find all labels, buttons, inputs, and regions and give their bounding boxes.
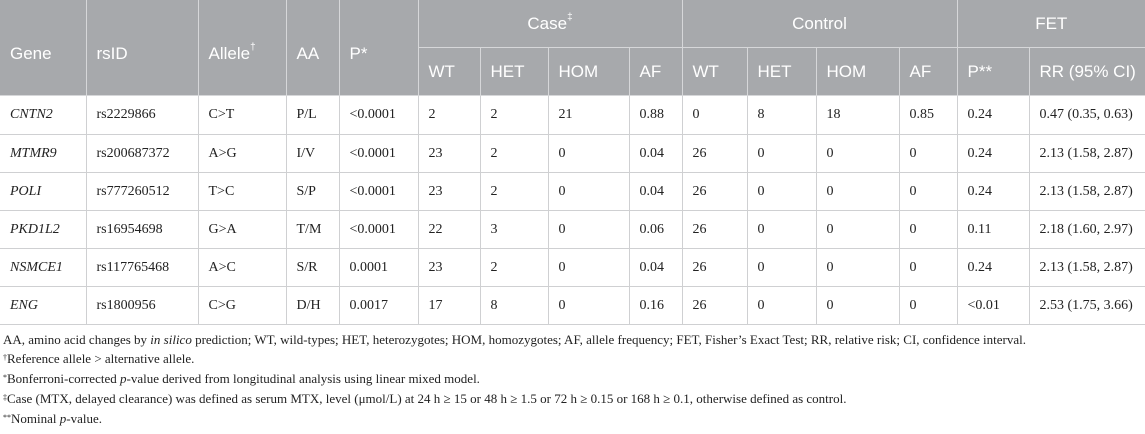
header-control-het: HET bbox=[747, 48, 816, 96]
cell-allele: A>G bbox=[198, 135, 286, 173]
cell-control-af: 0.85 bbox=[899, 96, 957, 135]
footnote-double-star-text-1: Nominal bbox=[11, 411, 60, 426]
cell-control-af: 0 bbox=[899, 135, 957, 173]
cell-control-hom: 18 bbox=[816, 96, 899, 135]
cell-rr: 2.13 (1.58, 2.87) bbox=[1029, 249, 1145, 287]
cell-control-het: 0 bbox=[747, 173, 816, 211]
cell-p: <0.0001 bbox=[339, 96, 418, 135]
footnote-ddagger-mark: ‡ bbox=[3, 393, 7, 402]
header-case-hom: HOM bbox=[548, 48, 629, 96]
cell-rsid: rs117765468 bbox=[86, 249, 198, 287]
cell-case-hom: 0 bbox=[548, 249, 629, 287]
cell-case-af: 0.04 bbox=[629, 249, 682, 287]
cell-control-af: 0 bbox=[899, 173, 957, 211]
cell-rsid: rs16954698 bbox=[86, 211, 198, 249]
cell-gene: NSMCE1 bbox=[0, 249, 86, 287]
cell-control-wt: 26 bbox=[682, 135, 747, 173]
footnote-star-mark: * bbox=[3, 373, 7, 382]
cell-control-het: 0 bbox=[747, 211, 816, 249]
cell-fet-p: <0.01 bbox=[957, 287, 1029, 325]
cell-control-wt: 26 bbox=[682, 249, 747, 287]
cell-p: 0.0017 bbox=[339, 287, 418, 325]
cell-aa: T/M bbox=[286, 211, 339, 249]
cell-control-af: 0 bbox=[899, 287, 957, 325]
cell-case-het: 2 bbox=[480, 249, 548, 287]
dagger-footnote-mark: † bbox=[250, 41, 256, 53]
cell-control-hom: 0 bbox=[816, 287, 899, 325]
footnote-double-star-mark: ** bbox=[3, 413, 11, 422]
cell-control-het: 8 bbox=[747, 96, 816, 135]
cell-control-af: 0 bbox=[899, 211, 957, 249]
footnote-dagger-mark: † bbox=[3, 353, 7, 362]
header-case-label: Case bbox=[527, 13, 568, 33]
footnote-star-text-1: Bonferroni-corrected bbox=[7, 371, 120, 386]
footnote-abbrev-italic: in silico bbox=[150, 332, 192, 347]
cell-case-hom: 21 bbox=[548, 96, 629, 135]
table-row bbox=[0, 135, 1145, 173]
cell-case-wt: 23 bbox=[418, 173, 480, 211]
table-row bbox=[0, 173, 1145, 211]
cell-control-hom: 0 bbox=[816, 249, 899, 287]
footnote-abbrev-text-2: prediction; WT, wild-types; HET, heterozygotes; HOM, homozygotes; AF, allele frequency; FET, Fisher’s Exact Test; RR, relative risk; CI, confidence interval. bbox=[191, 332, 1027, 347]
cell-rr: 2.18 (1.60, 2.97) bbox=[1029, 211, 1145, 249]
cell-case-wt: 2 bbox=[418, 96, 480, 135]
cell-p: <0.0001 bbox=[339, 173, 418, 211]
cell-case-wt: 17 bbox=[418, 287, 480, 325]
header-control-hom: HOM bbox=[816, 48, 899, 96]
header-allele-label: Allele bbox=[208, 43, 251, 63]
cell-gene: MTMR9 bbox=[0, 135, 86, 173]
cell-aa: P/L bbox=[286, 96, 339, 135]
header-control-af: AF bbox=[899, 48, 957, 96]
cell-case-hom: 0 bbox=[548, 135, 629, 173]
footnote-double-star bbox=[3, 409, 1145, 429]
cell-gene: PKD1L2 bbox=[0, 211, 86, 249]
footnote-abbreviations bbox=[3, 330, 1145, 349]
cell-rr: 2.53 (1.75, 3.66) bbox=[1029, 287, 1145, 325]
header-allele bbox=[198, 0, 286, 96]
header-control-group: Control bbox=[682, 0, 957, 48]
cell-allele: G>A bbox=[198, 211, 286, 249]
cell-rsid: rs200687372 bbox=[86, 135, 198, 173]
footnote-star-italic: p bbox=[119, 371, 127, 386]
cell-gene: POLI bbox=[0, 173, 86, 211]
cell-p: <0.0001 bbox=[339, 135, 418, 173]
cell-rr: 0.47 (0.35, 0.63) bbox=[1029, 96, 1145, 135]
cell-control-het: 0 bbox=[747, 287, 816, 325]
cell-allele: C>T bbox=[198, 96, 286, 135]
header-fet-p: P** bbox=[957, 48, 1029, 96]
cell-case-het: 2 bbox=[480, 173, 548, 211]
cell-rsid: rs777260512 bbox=[86, 173, 198, 211]
header-gene: Gene bbox=[0, 0, 86, 96]
table-row bbox=[0, 249, 1145, 287]
table-row bbox=[0, 211, 1145, 249]
cell-fet-p: 0.24 bbox=[957, 173, 1029, 211]
cell-case-het: 8 bbox=[480, 287, 548, 325]
footnote-star bbox=[3, 369, 1145, 389]
footnote-dagger-text: Reference allele > alternative allele. bbox=[7, 351, 195, 366]
header-case-group bbox=[418, 0, 682, 48]
cell-fet-p: 0.24 bbox=[957, 135, 1029, 173]
cell-case-het: 2 bbox=[480, 135, 548, 173]
cell-case-af: 0.04 bbox=[629, 135, 682, 173]
cell-case-hom: 0 bbox=[548, 211, 629, 249]
table-row bbox=[0, 96, 1145, 135]
cell-case-af: 0.06 bbox=[629, 211, 682, 249]
cell-allele: C>G bbox=[198, 287, 286, 325]
cell-rr: 2.13 (1.58, 2.87) bbox=[1029, 173, 1145, 211]
table-header bbox=[0, 0, 1145, 96]
cell-rr: 2.13 (1.58, 2.87) bbox=[1029, 135, 1145, 173]
cell-aa: I/V bbox=[286, 135, 339, 173]
cell-case-het: 3 bbox=[480, 211, 548, 249]
header-fet-group: FET bbox=[957, 0, 1145, 48]
cell-control-het: 0 bbox=[747, 135, 816, 173]
cell-fet-p: 0.11 bbox=[957, 211, 1029, 249]
cell-aa: S/P bbox=[286, 173, 339, 211]
header-case-het: HET bbox=[480, 48, 548, 96]
table-row bbox=[0, 287, 1145, 325]
cell-gene: ENG bbox=[0, 287, 86, 325]
footnote-ddagger-text: Case (MTX, delayed clearance) was defined as serum MTX, level (μmol/L) at 24 h ≥ 15 or 48 h ≥ 1.5 or 72 h ≥ 0.15 or 168 h ≥ 0.1, otherwise defined as control. bbox=[7, 391, 847, 406]
footnote-double-star-text-2: -value. bbox=[66, 411, 102, 426]
cell-fet-p: 0.24 bbox=[957, 249, 1029, 287]
cell-case-af: 0.04 bbox=[629, 173, 682, 211]
footnote-star-text-2: -value derived from longitudinal analysis using linear mixed model. bbox=[126, 371, 480, 386]
cell-case-wt: 23 bbox=[418, 249, 480, 287]
cell-rsid: rs1800956 bbox=[86, 287, 198, 325]
cell-p: 0.0001 bbox=[339, 249, 418, 287]
cell-allele: A>C bbox=[198, 249, 286, 287]
footnote-ddagger bbox=[3, 389, 1145, 409]
footnote-dagger bbox=[3, 349, 1145, 369]
cell-control-wt: 26 bbox=[682, 173, 747, 211]
cell-fet-p: 0.24 bbox=[957, 96, 1029, 135]
footnote-double-star-italic: p bbox=[59, 411, 67, 426]
cell-p: <0.0001 bbox=[339, 211, 418, 249]
header-control-wt: WT bbox=[682, 48, 747, 96]
cell-control-wt: 26 bbox=[682, 211, 747, 249]
cell-allele: T>C bbox=[198, 173, 286, 211]
table-footnotes bbox=[0, 330, 1145, 429]
cell-case-af: 0.88 bbox=[629, 96, 682, 135]
header-p: P* bbox=[339, 0, 418, 96]
header-fet-rr: RR (95% CI) bbox=[1029, 48, 1145, 96]
table-body bbox=[0, 96, 1145, 325]
cell-aa: S/R bbox=[286, 249, 339, 287]
cell-control-wt: 26 bbox=[682, 287, 747, 325]
cell-rsid: rs2229866 bbox=[86, 96, 198, 135]
cell-case-hom: 0 bbox=[548, 287, 629, 325]
header-case-wt: WT bbox=[418, 48, 480, 96]
cell-case-hom: 0 bbox=[548, 173, 629, 211]
cell-case-af: 0.16 bbox=[629, 287, 682, 325]
cell-control-het: 0 bbox=[747, 249, 816, 287]
cell-gene: CNTN2 bbox=[0, 96, 86, 135]
cell-control-hom: 0 bbox=[816, 135, 899, 173]
ddagger-footnote-mark: ‡ bbox=[567, 11, 573, 23]
cell-case-wt: 23 bbox=[418, 135, 480, 173]
cell-aa: D/H bbox=[286, 287, 339, 325]
cell-control-wt: 0 bbox=[682, 96, 747, 135]
header-case-af: AF bbox=[629, 48, 682, 96]
header-aa: AA bbox=[286, 0, 339, 96]
cell-control-hom: 0 bbox=[816, 211, 899, 249]
cell-case-het: 2 bbox=[480, 96, 548, 135]
header-rsid: rsID bbox=[86, 0, 198, 96]
cell-control-af: 0 bbox=[899, 249, 957, 287]
footnote-abbrev-text-1: AA, amino acid changes by bbox=[3, 332, 151, 347]
cell-control-hom: 0 bbox=[816, 173, 899, 211]
cell-case-wt: 22 bbox=[418, 211, 480, 249]
